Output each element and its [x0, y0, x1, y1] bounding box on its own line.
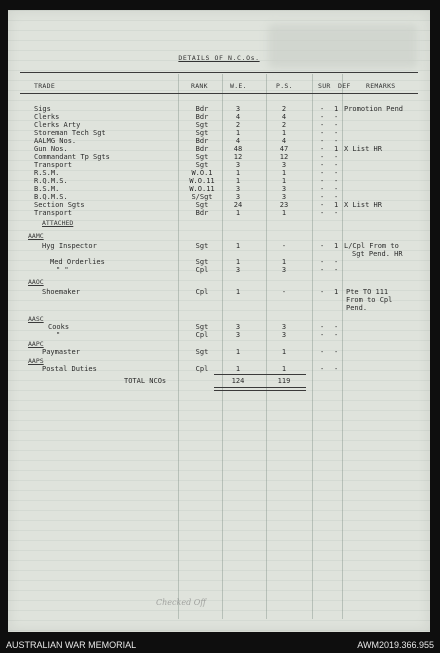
cell-we: 4: [235, 113, 241, 121]
cell-we: 3: [235, 161, 241, 169]
section-label-aaps: AAPS: [28, 357, 44, 365]
cell-ps: 2: [281, 121, 287, 129]
attached-heading: ATTACHED: [42, 219, 74, 227]
cell-def: -: [334, 113, 339, 121]
cell-rank: Cpl: [195, 331, 209, 339]
table-row: [8, 145, 430, 153]
cell-sur: -: [320, 348, 325, 356]
table-row: [8, 242, 430, 250]
cell-def: -: [334, 153, 339, 161]
total-label: TOTAL NCOs: [124, 377, 167, 385]
cell-remarks: Pend.: [346, 304, 368, 312]
cell-sur: -: [320, 153, 325, 161]
cell-sur: -: [320, 242, 325, 250]
cell-sur: -: [320, 169, 325, 177]
cell-we: 3: [235, 266, 241, 274]
cell-we: 24: [233, 201, 243, 209]
cell-trade: Med Orderlies: [50, 258, 105, 266]
cell-sur: -: [320, 129, 325, 137]
cell-rank: Bdr: [195, 145, 209, 153]
cell-trade: ": [56, 331, 61, 339]
section-label-aaoc: AAOC: [28, 278, 44, 286]
cell-def: -: [334, 209, 339, 217]
cell-we: 1: [235, 169, 241, 177]
cell-remarks: From to Cpl: [346, 296, 393, 304]
cell-def: -: [334, 348, 339, 356]
cell-trade: Hyg Inspector: [42, 242, 97, 250]
total-top-rule: [214, 374, 306, 375]
cell-def: -: [334, 177, 339, 185]
cell-remarks: X List HR: [344, 201, 382, 209]
header-ps: P.S.: [276, 82, 293, 90]
cell-rank: Cpl: [195, 266, 209, 274]
cell-rank: Sgt: [195, 323, 209, 331]
cell-trade: AALMG Nos.: [34, 137, 77, 145]
cell-trade: R.S.M.: [34, 169, 60, 177]
cell-ps: 47: [279, 145, 289, 153]
table-row: [8, 105, 430, 113]
cell-rank: W.O.11: [189, 185, 215, 193]
document-title: DETAILS OF N.C.Os.: [178, 54, 260, 62]
cell-trade: Sigs: [34, 105, 51, 113]
cell-sur: -: [320, 105, 325, 113]
cell-trade: B.S.M.: [34, 185, 60, 193]
cell-trade: " ": [56, 266, 69, 274]
cell-rank: Cpl: [195, 288, 209, 296]
cell-sur: -: [320, 201, 325, 209]
table-row: [8, 331, 430, 339]
header-bottom-rule: [20, 93, 418, 94]
section-label-aasc: AASC: [28, 315, 44, 323]
cell-def: -: [334, 193, 339, 201]
footer-accession-number: AWM2019.366.955: [357, 640, 434, 650]
cell-ps: 3: [281, 323, 287, 331]
cell-ps: 12: [279, 153, 289, 161]
cell-trade: Gun Nos.: [34, 145, 68, 153]
cell-sur: -: [320, 161, 325, 169]
cell-trade: Commandant Tp Sgts: [34, 153, 110, 161]
cell-rank: Sgt: [195, 258, 209, 266]
cell-sur: -: [320, 113, 325, 121]
cell-we: 12: [233, 153, 243, 161]
table-row: [8, 348, 430, 356]
cell-we: 3: [235, 193, 241, 201]
cell-ps: 3: [281, 331, 287, 339]
cell-we: 1: [235, 258, 241, 266]
cell-sur: -: [320, 185, 325, 193]
table-row: [8, 365, 430, 373]
cell-ps: 4: [281, 137, 287, 145]
table-row: [8, 137, 430, 145]
cell-ps: 3: [281, 193, 287, 201]
header-sur: SUR: [318, 82, 331, 90]
header-rank: RANK: [191, 82, 208, 90]
section-label-aapc: AAPC: [28, 340, 44, 348]
cell-we: 3: [235, 331, 241, 339]
cell-we: 3: [235, 323, 241, 331]
cell-sur: -: [320, 258, 325, 266]
cell-rank: Bdr: [195, 105, 209, 113]
cell-sur: -: [320, 266, 325, 274]
cell-def: -: [334, 365, 339, 373]
cell-trade: Postal Duties: [42, 365, 97, 373]
cell-rank: Cpl: [195, 365, 209, 373]
cell-rank: W.O.1: [191, 169, 213, 177]
cell-sur: -: [320, 137, 325, 145]
cell-trade: Transport: [34, 161, 72, 169]
total-double-rule-1: [214, 387, 306, 388]
header-we: W.E.: [230, 82, 247, 90]
cell-remarks: Pte TO 111: [346, 288, 389, 296]
cell-sur: -: [320, 121, 325, 129]
document-page: [8, 10, 430, 632]
cell-we: 3: [235, 105, 241, 113]
cell-rank: Sgt: [195, 201, 209, 209]
cell-def: -: [334, 331, 339, 339]
cell-def: -: [334, 258, 339, 266]
table-row: [8, 288, 430, 296]
cell-def: 1: [334, 242, 339, 250]
cell-ps: 1: [281, 348, 287, 356]
cell-def: -: [334, 266, 339, 274]
cell-def: -: [334, 121, 339, 129]
cell-def: -: [334, 323, 339, 331]
cell-rank: Sgt: [195, 121, 209, 129]
cell-we: 1: [235, 209, 241, 217]
cell-sur: -: [320, 331, 325, 339]
table-row: [8, 185, 430, 193]
footer-institution: AUSTRALIAN WAR MEMORIAL: [6, 640, 137, 650]
cell-we: 4: [235, 137, 241, 145]
cell-ps: 1: [281, 365, 287, 373]
table-row: [8, 121, 430, 129]
cell-ps: 4: [281, 113, 287, 121]
pencil-annotation: Checked Off: [156, 598, 206, 607]
cell-ps: -: [281, 288, 287, 296]
cell-we: 1: [235, 365, 241, 373]
cell-def: 1: [334, 201, 339, 209]
total-double-rule-2: [214, 390, 306, 391]
cell-trade: B.Q.M.S.: [34, 193, 68, 201]
cell-rank: Sgt: [195, 348, 209, 356]
table-row: [8, 323, 430, 331]
section-label-aamc: AAMC: [28, 232, 44, 240]
table-row: [8, 266, 430, 274]
total-row: [8, 377, 430, 385]
cell-ps: 1: [281, 169, 287, 177]
header-def: DEF: [338, 82, 351, 90]
cell-rank: Sgt: [195, 161, 209, 169]
cell-sur: -: [320, 177, 325, 185]
table-row-continuation: [8, 296, 430, 304]
cell-sur: -: [320, 145, 325, 153]
cell-trade: Clerks: [34, 113, 60, 121]
cell-ps: 1: [281, 209, 287, 217]
cell-def: -: [334, 185, 339, 193]
cell-rank: S/Sgt: [191, 193, 213, 201]
table-row: [8, 129, 430, 137]
cell-we: 2: [235, 121, 241, 129]
cell-def: 1: [334, 145, 339, 153]
cell-remarks: Sgt Pend. HR: [352, 250, 403, 258]
cell-we: 1: [235, 288, 241, 296]
cell-rank: Bdr: [195, 137, 209, 145]
table-row-continuation: [8, 250, 430, 258]
cell-ps: 23: [279, 201, 289, 209]
header-top-rule: [20, 72, 418, 73]
cell-rank: Sgt: [195, 153, 209, 161]
cell-ps: 1: [281, 258, 287, 266]
cell-remarks: X List HR: [344, 145, 382, 153]
cell-sur: -: [320, 288, 325, 296]
total-we: 124: [231, 377, 245, 385]
cell-rank: Bdr: [195, 113, 209, 121]
cell-ps: -: [281, 242, 287, 250]
cell-rank: Sgt: [195, 129, 209, 137]
cell-def: 1: [334, 105, 339, 113]
table-row: [8, 113, 430, 121]
cell-def: 1: [334, 288, 339, 296]
cell-ps: 2: [281, 105, 287, 113]
cell-trade: Transport: [34, 209, 72, 217]
cell-we: 3: [235, 185, 241, 193]
cell-def: -: [334, 137, 339, 145]
cell-sur: -: [320, 323, 325, 331]
header-trade: TRADE: [34, 82, 56, 90]
cell-sur: -: [320, 209, 325, 217]
cell-we: 1: [235, 129, 241, 137]
table-row: [8, 161, 430, 169]
cell-we: 48: [233, 145, 243, 153]
table-row: [8, 209, 430, 217]
table-row: [8, 153, 430, 161]
cell-trade: Clerks Arty: [34, 121, 81, 129]
cell-ps: 1: [281, 177, 287, 185]
cell-trade: Section Sgts: [34, 201, 85, 209]
header-remarks: REMARKS: [366, 82, 396, 90]
cell-def: -: [334, 169, 339, 177]
cell-trade: Shoemaker: [42, 288, 80, 296]
cell-trade: R.Q.M.S.: [34, 177, 68, 185]
table-row-continuation: [8, 304, 430, 312]
cell-remarks: L/Cpl From to: [344, 242, 399, 250]
table-row: [8, 177, 430, 185]
cell-sur: -: [320, 193, 325, 201]
cell-ps: 3: [281, 185, 287, 193]
cell-trade: Paymaster: [42, 348, 80, 356]
cell-def: -: [334, 129, 339, 137]
cell-ps: 1: [281, 129, 287, 137]
cell-rank: W.O.11: [189, 177, 215, 185]
table-row: [8, 201, 430, 209]
cell-we: 1: [235, 177, 241, 185]
table-row: [8, 169, 430, 177]
table-row: [8, 193, 430, 201]
cell-we: 1: [235, 242, 241, 250]
cell-trade: Storeman Tech Sgt: [34, 129, 106, 137]
table-row: [8, 258, 430, 266]
cell-trade: Cooks: [48, 323, 70, 331]
cell-def: -: [334, 161, 339, 169]
cell-ps: 3: [281, 266, 287, 274]
cell-rank: Sgt: [195, 242, 209, 250]
cell-ps: 3: [281, 161, 287, 169]
cell-we: 1: [235, 348, 241, 356]
cell-remarks: Promotion Pend: [344, 105, 404, 113]
cell-rank: Bdr: [195, 209, 209, 217]
cell-sur: -: [320, 365, 325, 373]
total-ps: 119: [277, 377, 291, 385]
